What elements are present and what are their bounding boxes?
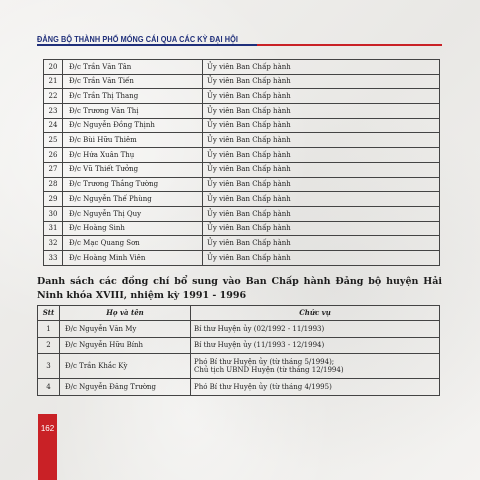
member-role: Ủy viên Ban Chấp hành xyxy=(203,192,440,207)
member-role: Ủy viên Ban Chấp hành xyxy=(203,133,440,148)
member-name: Đ/c Hứa Xuân Thụ xyxy=(63,148,203,163)
member-name: Đ/c Hoàng Minh Viên xyxy=(63,250,203,265)
row-number: 32 xyxy=(44,236,63,251)
row-number: 26 xyxy=(44,148,63,163)
table-row xyxy=(38,321,440,338)
member-name: Đ/c Trần Thị Thang xyxy=(63,89,203,104)
table-row xyxy=(44,133,440,148)
supplement-table xyxy=(37,305,440,396)
table-row xyxy=(38,354,440,379)
member-name: Đ/c Nguyễn Thị Quy xyxy=(63,206,203,221)
supplement-table-body xyxy=(38,321,440,396)
table-row xyxy=(44,177,440,192)
member-role: Ủy viên Ban Chấp hành xyxy=(203,74,440,89)
row-number: 25 xyxy=(44,133,63,148)
col-header-name: Họ và tên xyxy=(60,306,191,321)
member-name: Đ/c Vũ Thiết Tưởng xyxy=(63,162,203,177)
row-number: 23 xyxy=(44,104,63,119)
table-row xyxy=(44,236,440,251)
table-row xyxy=(44,118,440,133)
member-name: Đ/c Nguyễn Đồng Thịnh xyxy=(63,118,203,133)
member-role: Ủy viên Ban Chấp hành xyxy=(203,250,440,265)
member-role: Ủy viên Ban Chấp hành xyxy=(203,162,440,177)
supplement-heading: Danh sách các đồng chí bổ sung vào Ban Chấp hành Đảng bộ huyện Hải Ninh khóa XVIII, nhiệm kỳ 1991 - 1996 xyxy=(37,276,442,301)
member-name: Đ/c Trương Văn Thị xyxy=(63,104,203,119)
member-role: Ủy viên Ban Chấp hành xyxy=(203,221,440,236)
role-line: Phó Bí thư Huyện ủy (từ tháng 5/1994); xyxy=(194,357,335,366)
row-number: 1 xyxy=(38,321,60,338)
member-name: Đ/c Hoàng Sinh xyxy=(63,221,203,236)
header-rule-navy xyxy=(37,44,257,46)
page-number: 162 xyxy=(38,414,57,480)
row-number: 29 xyxy=(44,192,63,207)
row-number: 22 xyxy=(44,89,63,104)
row-number: 2 xyxy=(38,337,60,354)
col-header-stt: Stt xyxy=(38,306,60,321)
member-role: Ủy viên Ban Chấp hành xyxy=(203,148,440,163)
member-role xyxy=(191,337,440,354)
row-number: 4 xyxy=(38,379,60,396)
row-number: 28 xyxy=(44,177,63,192)
member-role: Ủy viên Ban Chấp hành xyxy=(203,60,440,75)
member-name: Đ/c Trần Văn Tiến xyxy=(63,74,203,89)
table-row xyxy=(44,221,440,236)
row-number: 31 xyxy=(44,221,63,236)
running-header-title: ĐẢNG BỘ THÀNH PHỐ MÓNG CÁI QUA CÁC KỲ ĐẠI HỘI xyxy=(37,34,238,44)
row-number: 27 xyxy=(44,162,63,177)
col-header-role: Chức vụ xyxy=(191,306,440,321)
member-name: Đ/c Trương Thắng Tường xyxy=(63,177,203,192)
row-number: 30 xyxy=(44,206,63,221)
member-role xyxy=(191,379,440,396)
member-role: Ủy viên Ban Chấp hành xyxy=(203,236,440,251)
table-row xyxy=(44,60,440,75)
table-row xyxy=(44,148,440,163)
role-line: Bí thư Huyện ủy (11/1993 - 12/1994) xyxy=(194,341,325,350)
table-row xyxy=(44,104,440,119)
members-table xyxy=(43,59,440,266)
member-name: Đ/c Trần Khắc Kỳ xyxy=(60,354,191,379)
table-row xyxy=(44,206,440,221)
row-number: 33 xyxy=(44,250,63,265)
member-role xyxy=(191,321,440,338)
table-row xyxy=(44,250,440,265)
row-number: 21 xyxy=(44,74,63,89)
member-name: Đ/c Nguyễn Thế Phùng xyxy=(63,192,203,207)
member-name: Đ/c Mạc Quang Sơn xyxy=(63,236,203,251)
table-row xyxy=(44,192,440,207)
role-line: Chủ tịch UBND Huyện (từ tháng 12/1994) xyxy=(194,366,344,374)
member-role: Ủy viên Ban Chấp hành xyxy=(203,206,440,221)
row-number: 20 xyxy=(44,60,63,75)
member-role: Ủy viên Ban Chấp hành xyxy=(203,177,440,192)
table-row xyxy=(38,379,440,396)
member-name: Đ/c Nguyễn Đăng Trường xyxy=(60,379,191,396)
role-line: Phó Bí thư Huyện ủy (từ tháng 4/1995) xyxy=(194,382,332,391)
table-row xyxy=(38,337,440,354)
table-row xyxy=(44,74,440,89)
members-table-body xyxy=(44,60,440,266)
member-name: Đ/c Trần Văn Tân xyxy=(63,60,203,75)
member-name: Đ/c Nguyễn Hữu Bính xyxy=(60,337,191,354)
member-name: Đ/c Bùi Hữu Thiêm xyxy=(63,133,203,148)
member-name: Đ/c Nguyễn Văn My xyxy=(60,321,191,338)
role-line: Bí thư Huyện ủy (02/1992 - 11/1993) xyxy=(194,324,325,333)
table-row xyxy=(44,162,440,177)
member-role xyxy=(191,354,440,379)
table-row xyxy=(44,89,440,104)
supplement-header-row xyxy=(38,306,440,321)
member-role: Ủy viên Ban Chấp hành xyxy=(203,89,440,104)
member-role: Ủy viên Ban Chấp hành xyxy=(203,104,440,119)
row-number: 3 xyxy=(38,354,60,379)
member-role: Ủy viên Ban Chấp hành xyxy=(203,118,440,133)
header-rule-red xyxy=(257,44,442,46)
row-number: 24 xyxy=(44,118,63,133)
